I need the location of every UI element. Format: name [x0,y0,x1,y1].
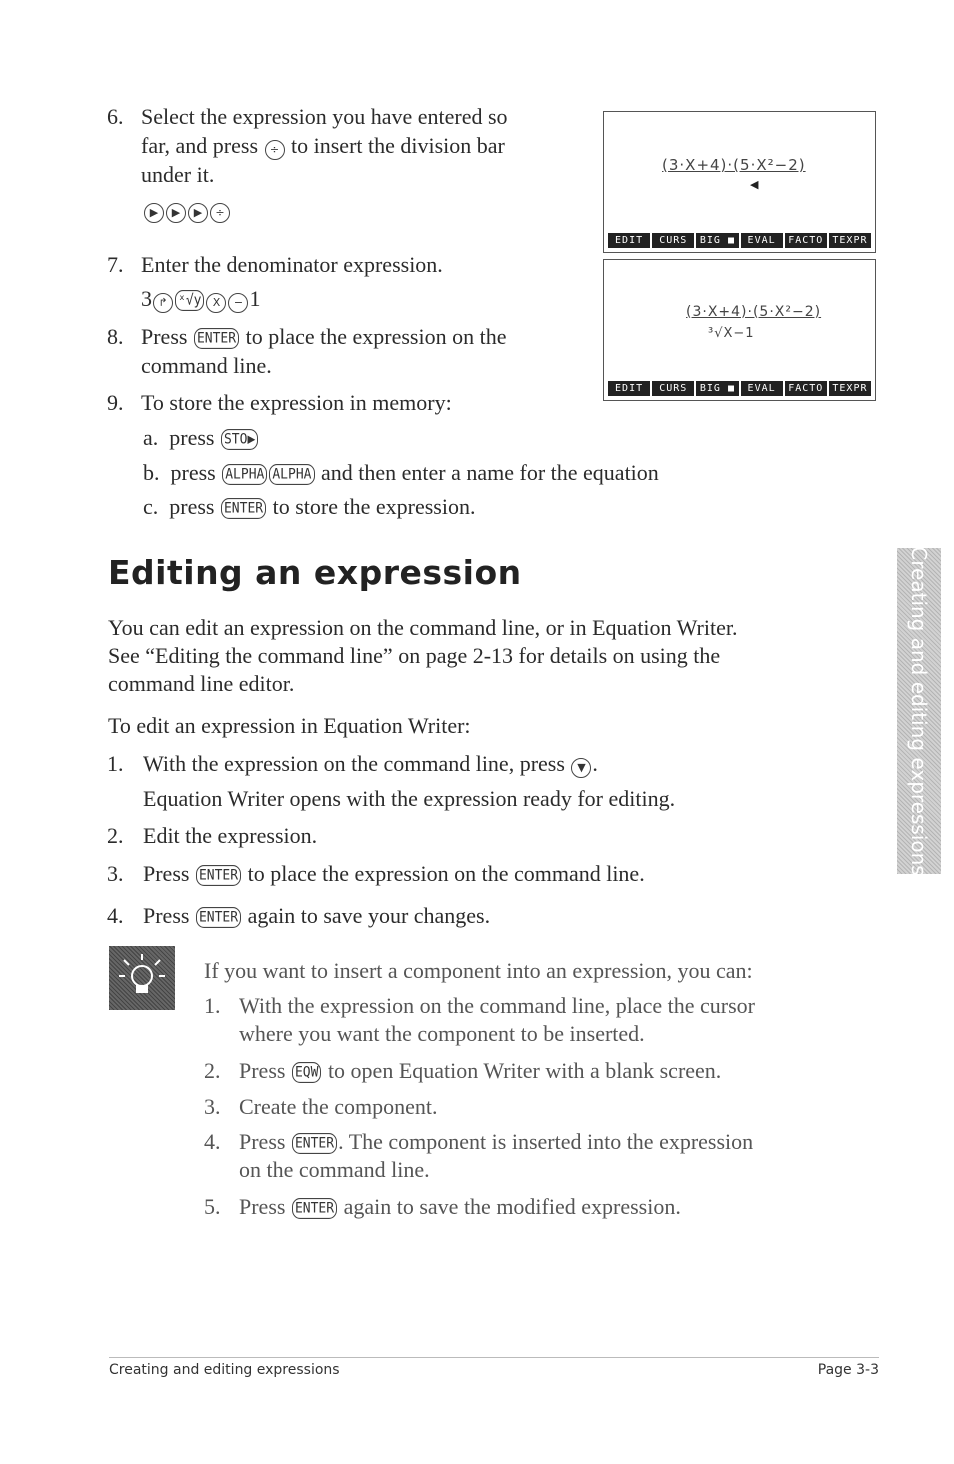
key-digit: 1 [249,286,261,311]
enter-key-icon: ENTER [292,1133,337,1154]
substep-label: b. [143,460,160,485]
step-number: 9. [107,390,124,415]
chapter-side-tab [897,548,941,874]
tip-step-number: 5. [204,1194,221,1219]
tip-step-text: on the command line. [239,1157,430,1182]
tip-step-text-part: Press [239,1194,286,1219]
substep-text: press [169,494,215,519]
softkey-big: BIG ■ [696,233,738,248]
step-text: With the expression on the command line, press ▼ . [143,751,598,776]
enter-key-icon: ENTER [194,328,239,349]
step-text-part: Press [143,903,190,928]
key-sequence [141,285,260,313]
softkey-edit: EDIT [608,233,650,248]
softkey-edit: EDIT [608,381,650,396]
section-heading: Editing an expression [108,553,522,592]
alpha-key-icon: ALPHA [222,464,267,485]
softkey-big: BIG ■ [696,381,738,396]
step-text: Enter the denominator expression. [141,252,443,277]
intro-paragraph-2: To edit an expression in Equation Writer: [108,713,471,738]
divide-key-icon: ÷ [265,140,285,160]
intro-line: You can edit an expression on the command line, or in Equation Writer. [108,615,738,640]
softkey-texpr: TEXPR [829,233,871,248]
screen-denominator: ³√X−1 [708,326,755,341]
step-number: 8. [107,324,124,349]
tip-lightbulb-icon [109,946,175,1010]
tip-step-number: 2. [204,1058,221,1083]
substep-text: to store the expression. [272,494,476,519]
softkey-facto: FACTO [785,233,827,248]
intro-line: See “Editing the command line” on page 2-13 for details on using the [108,643,721,668]
step-text [141,323,506,351]
tip-step-text-part: . The component is inserted into the expression [338,1129,754,1154]
tip-step-text-part: again to save the modified expression. [343,1194,681,1219]
calculator-screen-1 [603,111,876,253]
tip-step-text-part: Press [239,1129,286,1154]
step-number: 7. [107,252,124,277]
tip-step-number: 3. [204,1094,221,1119]
right-arrow-key-icon: ▶ [144,203,164,223]
step-text [141,132,505,160]
step-text: Select the expression you have entered so [141,104,508,129]
tip-step-text: where you want the component to be inserted. [239,1021,645,1046]
substep-a [143,424,259,452]
shift-key-icon: ↱ [153,293,173,313]
step-text-part: Press [143,861,190,886]
tip-step-text-part: to open Equation Writer with a blank screen. [327,1058,722,1083]
step-number: 2. [107,823,124,848]
softkey-curs: CURS [652,233,694,248]
substep-text: and then enter a name for the equation [321,460,659,485]
softkey-eval: EVAL [741,233,783,248]
footer-divider [109,1357,879,1358]
tip-step-number: 4. [204,1129,221,1154]
alpha-key-icon: ALPHA [269,464,314,485]
tip-step-text: With the expression on the command line, place the cursor [239,993,755,1018]
step-text-part: again to save your changes. [247,903,491,928]
key-sequence [143,195,231,223]
root-key-icon: ˣ√y [175,290,204,311]
step-number: 3. [107,861,124,886]
tip-step-text [239,1128,753,1156]
minus-key-icon: − [228,293,248,313]
enter-key-icon: ENTER [292,1198,337,1219]
softkey-menu [608,381,871,396]
divide-key-icon: ÷ [210,203,230,223]
x-key-icon: X [206,293,226,313]
intro-line: command line editor. [108,671,295,696]
screen-numerator: (3·X+4)·(5·X²−2) [686,304,822,320]
tip-intro: If you want to insert a component into an expression, you can: [204,958,753,983]
enter-key-icon: ENTER [196,907,241,928]
key-digit: 3 [141,286,152,311]
side-tab-label: Creating and editing expressions [907,546,931,876]
cursor-icon: ◀ [750,178,759,191]
enter-key-icon: ENTER [221,498,266,519]
tip-step-text: Create the component. [239,1094,438,1119]
footer-page-number: Page 3-3 [817,1362,879,1378]
tip-step-text [239,1193,681,1221]
step-text: To store the expression in memory: [141,390,452,415]
edit-steps-list [107,750,867,940]
step-text: Edit the expression. [143,823,318,848]
softkey-eval: EVAL [741,381,783,396]
screen-expression: (3·X+4)·(5·X²−2) [662,156,806,174]
step-text: Equation Writer opens with the expression ready for editing. [143,786,676,811]
softkey-curs: CURS [652,381,694,396]
footer-chapter-title: Creating and editing expressions [109,1362,340,1378]
right-arrow-key-icon: ▶ [188,203,208,223]
sto-key-icon: STO▶ [221,429,258,450]
eqw-key-icon: EQW [292,1062,321,1083]
tip-block [204,957,864,1227]
step-text [143,902,490,930]
step-number: 1. [107,751,124,776]
tip-step-text [239,1057,721,1085]
intro-paragraph [108,614,737,698]
step-text-part: to place the expression on the command line. [247,861,645,886]
calculator-screen-2 [603,259,876,401]
tip-step-number: 1. [204,993,221,1018]
step-text [143,860,645,888]
substep-label: a. [143,425,159,450]
enter-key-icon: ENTER [196,865,241,886]
substep-text: press [170,460,216,485]
substep-label: c. [143,494,159,519]
step-text: under it. [141,162,215,187]
softkey-texpr: TEXPR [829,381,871,396]
down-arrow-key-icon: ▼ [571,758,591,778]
substep-b [143,459,659,487]
step-text-part: to place the expression on the [245,324,507,349]
step-text-part: With the expression on the command line, press [143,751,565,776]
right-arrow-key-icon: ▶ [166,203,186,223]
softkey-menu [608,233,871,248]
substep-text: press [169,425,215,450]
step-text: command line. [141,353,272,378]
softkey-facto: FACTO [785,381,827,396]
step-text-part: to insert the division bar [291,133,505,158]
tip-step-text-part: Press [239,1058,286,1083]
step-text-part: far, and press [141,133,259,158]
step-number: 6. [107,104,124,129]
step-number: 4. [107,903,124,928]
substep-c [143,493,475,521]
step-text-part: Press [141,324,188,349]
